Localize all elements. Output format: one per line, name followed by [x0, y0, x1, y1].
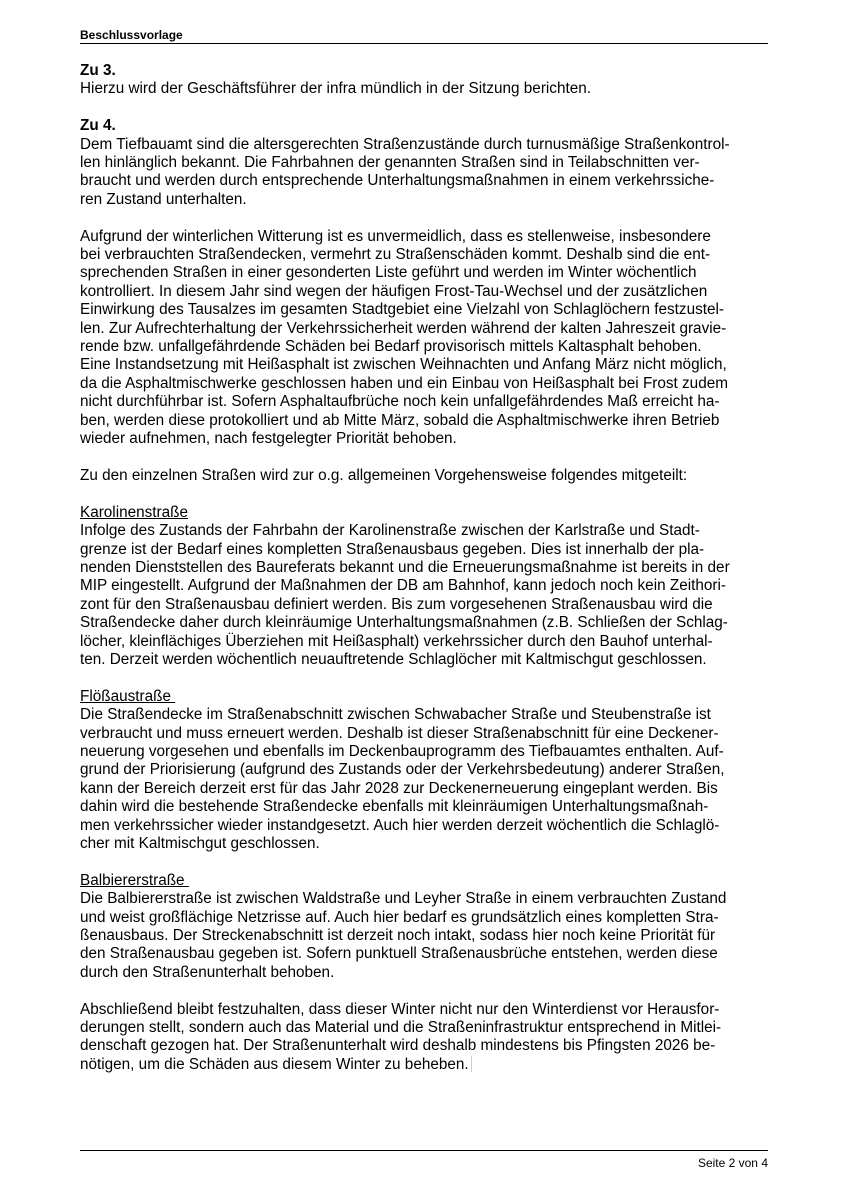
text-line: neuerung vorgesehen und ebenfalls im Deckenbauprogramm des Tiefbauamtes enthalten. Auf- [80, 742, 724, 760]
text-line: ten. Derzeit werden wöchentlich neuauftretende Schlaglöcher mit Kaltmischgut geschlossen. [80, 650, 707, 668]
text-line: den Straßenausbau gegeben ist. Sofern punktuell Straßenausbrüche entstehen, werden diese [80, 945, 718, 963]
text-line: bei verbrauchten Straßendecken, vermehrt zu Straßenschäden kommt. Deshalb sind die ent- [80, 246, 711, 264]
paragraph [80, 80, 780, 98]
text-line: Hierzu wird der Geschäftsführer der infra mündlich in der Sitzung berichten. [80, 80, 591, 98]
paragraph-floessaustrasse [80, 688, 780, 854]
text-line: ren Zustand unterhalten. [80, 190, 247, 208]
paragraph-karolinenstrasse [80, 504, 780, 670]
text-line: ßenausbaus. Der Streckenabschnitt ist derzeit noch intakt, sodass hier noch keine Priorität für [80, 927, 716, 944]
paragraph-winter-damage [80, 228, 780, 449]
text-line: Zu den einzelnen Straßen wird zur o.g. allgemeinen Vorgehensweise folgendes mitgeteilt: [80, 466, 688, 484]
text-line: men verkehrssicher wieder instandgesetzt. Auch hier werden derzeit wöchentlich die Schlaglö- [80, 816, 720, 834]
text-line: löcher, kleinflächiges Überziehen mit Heißasphalt) verkehrssicher durch den Bauhof unterhal- [80, 632, 713, 650]
text-line: Aufgrund der winterlichen Witterung ist es unvermeidlich, dass es stellenweise, insbesondere [80, 227, 711, 245]
text-line: Die Straßendecke im Straßenabschnitt zwischen Schwabacher Straße und Steubenstraße ist [80, 706, 711, 724]
text-line: ben, werden diese protokolliert und ab Mitte März, sobald die Asphaltmischwerke ihren Betrieb [80, 411, 720, 429]
text-line: Infolge des Zustands der Fahrbahn der Karolinenstraße zwischen der Karlstraße und Stadt- [80, 522, 700, 540]
text-line: Dem Tiefbauamt sind die altersgerechten Straßenzustände durch turnusmäßige Straßenkontrol- [80, 135, 730, 153]
paragraph-closing [80, 1001, 780, 1075]
subheading-karolinenstrasse: Karolinenstraße [80, 503, 188, 521]
text-line: zont für den Straßenausbau definiert werden. Bis zum vorgesehenen Straßenausbau wird die [80, 595, 713, 613]
page-number: Seite 2 von 4 [697, 1156, 768, 1170]
text-line: grund der Priorisierung (aufgrund des Zustands oder der Verkehrsbedeutung) anderer Straßen, [80, 761, 725, 779]
text-line: rende bzw. unfallgefährdende Schäden bei Bedarf provisorisch mittels Kaltasphalt behoben. [80, 338, 702, 356]
text-line: kann der Bereich derzeit erst für das Jahr 2028 zur Deckenerneuerung eingeplant werden. Bis [80, 779, 718, 797]
text-line: verbraucht und muss erneuert werden. Deshalb ist dieser Straßenabschnitt für eine Deckener- [80, 724, 719, 742]
footer-divider [80, 1150, 768, 1151]
text-line: dahin wird die bestehende Straßendecke ebenfalls mit kleinräumigen Unterhaltungsmaßnah- [80, 798, 709, 816]
text-line: durch den Straßenunterhalt behoben. [80, 963, 335, 981]
text-line: da die Asphaltmischwerke geschlossen haben und ein Einbau von Heißasphalt bei Frost zudem [80, 374, 728, 392]
text-line-content: nötigen, um die Schäden aus diesem Winter zu beheben. [80, 1055, 469, 1073]
section-zu-3 [80, 62, 780, 99]
section-title-zu-3: Zu 3. [80, 62, 116, 79]
document-header-title: Beschlussvorlage [80, 28, 183, 42]
text-line: Eine Instandsetzung mit Heißasphalt ist zwischen Weihnachten und Anfang März nicht möglich, [80, 356, 727, 374]
text-line: Die Balbiererstraße ist zwischen Waldstraße und Leyher Straße in einem verbrauchten Zustand [80, 890, 727, 908]
text-line: kontrolliert. In diesem Jahr sind wegen der häufigen Frost-Tau-Wechsel und der zusätzlichen [80, 282, 708, 300]
text-line: grenze ist der Bedarf eines kompletten Straßenausbaus gegeben. Dies ist innerhalb der pla- [80, 540, 705, 558]
text-line: Einwirkung des Tausalzes im gesamten Stadtgebiet eine Vielzahl von Schlaglöchern festzustel- [80, 301, 724, 319]
text-line: cher mit Kaltmischgut geschlossen. [80, 834, 320, 852]
subheading-balbiererstrasse: Balbiererstraße [80, 871, 189, 889]
text-line: MIP eingestellt. Aufgrund der Maßnahmen der DB am Bahnhof, kann jedoch noch kein Zeithori- [80, 577, 726, 595]
text-line: Straßendecke daher durch kleinräumige Unterhaltungsmaßnahmen (z.B. Schließen der Schlag- [80, 614, 728, 632]
paragraph-road-conditions [80, 136, 780, 210]
text-line: denschaft gezogen hat. Der Straßenunterhalt wird deshalb mindestens bis Pfingsten 2026 be- [80, 1037, 716, 1055]
paragraph-intro-streets [80, 467, 780, 485]
text-line: nicht durchführbar ist. Sofern Asphaltaufbrüche noch kein unfallgefährdendes Maß erreicht ha- [80, 393, 720, 411]
text-line: len. Zur Aufrechterhaltung der Verkehrssicherheit werden während der kalten Jahreszeit gravie- [80, 319, 727, 337]
subheading-floessaustrasse: Flößaustraße [80, 687, 176, 705]
text-line: derungen stellt, sondern auch das Material und die Straßeninfrastruktur entsprechend in Mitlei- [80, 1019, 722, 1037]
text-cursor-mark [471, 1056, 472, 1072]
document-body [80, 62, 780, 1093]
text-line-last [80, 1056, 780, 1074]
paragraph-balbiererstrasse [80, 872, 780, 982]
text-line: nenden Dienststellen des Baureferats bekannt und die Erneuerungsmaßnahme ist bereits in der [80, 558, 730, 576]
section-title-zu-4: Zu 4. [80, 117, 116, 135]
text-line: len hinlänglich bekannt. Die Fahrbahnen der genannten Straßen sind in Teilabschnitten ver- [80, 154, 700, 172]
text-line: Abschließend bleibt festzuhalten, dass dieser Winter nicht nur den Winterdienst vor Herausfor- [80, 1000, 720, 1018]
text-line: braucht und werden durch entsprechende Unterhaltungsmaßnahmen in einem verkehrssiche- [80, 172, 715, 190]
text-line: und weist großflächige Netzrisse auf. Auch hier bedarf es grundsätzlich eines kompletten Stra- [80, 908, 719, 926]
section-zu-4 [80, 117, 780, 1074]
header-divider [80, 43, 768, 44]
text-line: sprechenden Straßen in einer gesonderten Liste geführt und werden im Winter wöchentlich [80, 264, 697, 282]
text-line: wieder aufnehmen, nach festgelegter Priorität behoben. [80, 430, 457, 448]
